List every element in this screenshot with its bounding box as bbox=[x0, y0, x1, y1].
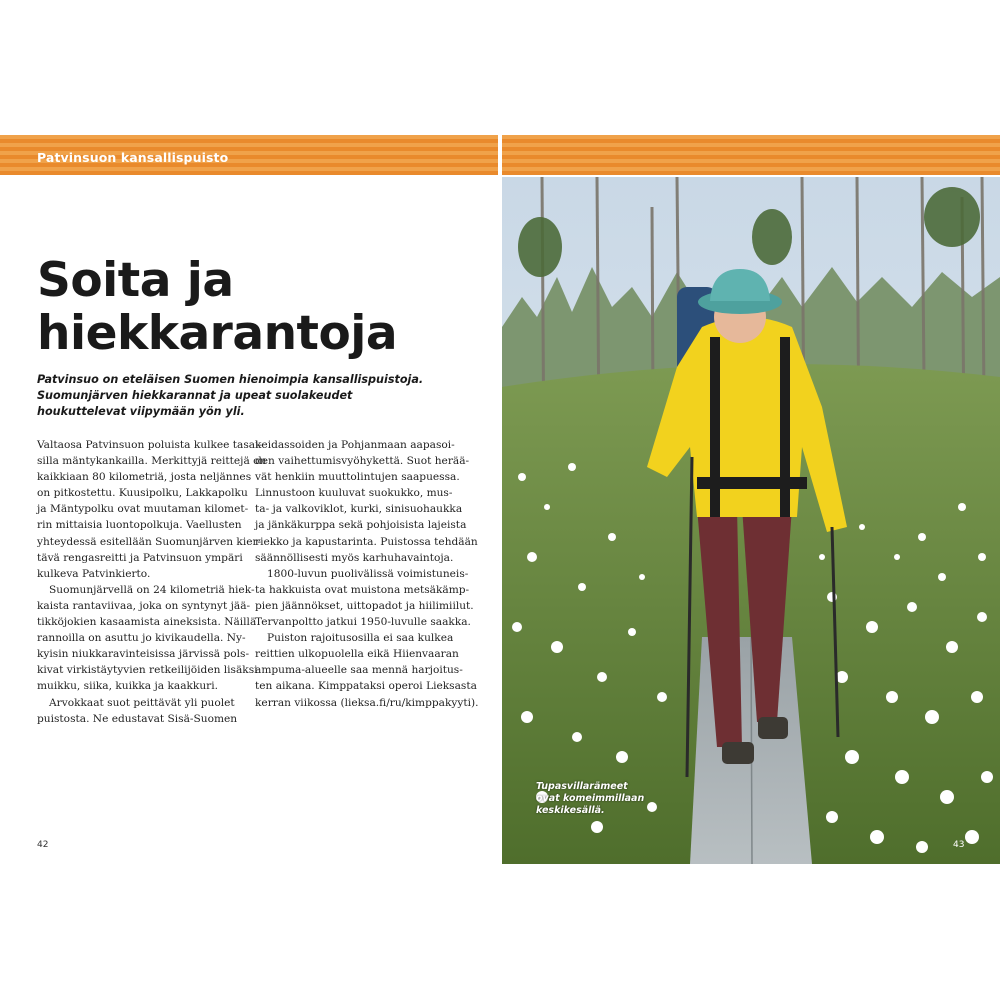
body-line: den vaihettumisvyöhykettä. Suot herää- bbox=[255, 455, 470, 468]
body-line: on pitkostettu. Kuusipolku, Lakkapolku bbox=[37, 487, 248, 500]
body-line: vät henkiin muuttolintujen saapuessa. bbox=[255, 471, 460, 484]
body-line: kyisin niukkaravinteisissa järvissä pols- bbox=[37, 648, 250, 661]
lead-line: Patvinsuo on eteläisen Suomen hienoimpia kansallispuistoja. bbox=[37, 373, 424, 386]
lead-line: Suomunjärven hiekkarannat ja upeat suolakeudet bbox=[37, 389, 353, 402]
body-line: Linnustoon kuuluvat suokukko, mus- bbox=[255, 487, 453, 500]
caption-line: Tupasvillarämeet bbox=[536, 781, 628, 792]
body-line: muikku, siika, kuikka ja kaakkuri. bbox=[37, 680, 218, 693]
body-line: rannoilla on asuttu jo kivikaudella. Ny- bbox=[37, 632, 246, 645]
body-line: riekko ja kapustarinta. Puistossa tehdään bbox=[255, 535, 478, 548]
body-line: ampuma-alueelle saa mennä harjoitus- bbox=[255, 664, 463, 677]
body-line: kerran viikossa (lieksa.fi/ru/kimppakyyti). bbox=[255, 696, 479, 709]
caption-line: ovat komeimmillaan bbox=[536, 793, 645, 804]
page-number-right: 43 bbox=[953, 840, 965, 850]
body-line: reittien ulkopuolella eikä Hiienvaaran bbox=[255, 648, 459, 661]
body-line: yhteydessä esitellään Suomunjärven kier- bbox=[37, 535, 262, 548]
article-title bbox=[37, 254, 477, 360]
body-line: puistosta. Ne edustavat Sisä-Suomen bbox=[37, 712, 238, 725]
body-line: Suomunjärvellä on 24 kilometriä hiek- bbox=[49, 583, 255, 596]
title-line: Soita ja bbox=[37, 253, 234, 308]
caption-line: keskikesällä. bbox=[536, 805, 605, 816]
body-line: tikköjokien kasaamista aineksista. Näillä bbox=[37, 616, 257, 629]
body-line: kivat virkistäytyvien retkeilijöiden lisäksi bbox=[37, 664, 258, 677]
body-line: ja jänkäkurppa sekä pohjoisista lajeista bbox=[255, 519, 467, 532]
body-line: Arvokkaat suot peittävät yli puolet bbox=[49, 696, 235, 709]
page-number-left: 42 bbox=[37, 840, 49, 850]
body-column-1 bbox=[37, 437, 267, 727]
body-line: rin mittaisia luontopolkuja. Vaellusten bbox=[37, 519, 242, 532]
body-line: ja Mäntypolku ovat muutaman kilomet- bbox=[37, 503, 249, 516]
body-line: silla mäntykankailla. Merkittyjä reittejä on bbox=[37, 455, 267, 468]
body-line: ta hakkuista ovat muistona metsäkämp- bbox=[255, 583, 470, 596]
body-line: kaista rantaviivaa, joka on syntynyt jää- bbox=[37, 599, 251, 612]
body-line: pien jäännökset, uittopadot ja hiilimiilut. bbox=[255, 599, 474, 612]
body-line: kaikkiaan 80 kilometriä, josta neljännes bbox=[37, 471, 252, 484]
photo-caption bbox=[536, 781, 676, 817]
body-line: keidassoiden ja Pohjanmaan aapasoi- bbox=[255, 439, 455, 451]
header-band-right bbox=[502, 135, 1000, 175]
section-label: Patvinsuon kansallispuisto bbox=[37, 150, 229, 165]
article-lead bbox=[37, 372, 477, 420]
hiker-photo bbox=[502, 177, 1000, 864]
body-line: ten aikana. Kimppataksi operoi Lieksasta bbox=[255, 680, 477, 693]
body-line: säännöllisesti myös karhuhavaintoja. bbox=[255, 551, 454, 564]
lead-line: houkuttelevat viipymään yön yli. bbox=[37, 405, 245, 418]
body-line: Tervanpoltto jatkui 1950-luvulle saakka. bbox=[255, 616, 471, 629]
title-line: hiekkarantoja bbox=[37, 306, 398, 361]
body-column-2 bbox=[255, 437, 479, 711]
body-line: Puiston rajoitusosilla ei saa kulkea bbox=[267, 632, 454, 645]
body-line: Valtaosa Patvinsuon poluista kulkee tasai- bbox=[37, 439, 263, 451]
body-line: kulkeva Patvinkierto. bbox=[37, 567, 151, 580]
body-line: 1800-luvun puolivälissä voimistuneis- bbox=[267, 567, 469, 580]
body-line: tävä rengasreitti ja Patvinsuon ympäri bbox=[37, 551, 243, 564]
body-line: ta- ja valkoviklot, kurki, sinisuohaukka bbox=[255, 503, 463, 516]
